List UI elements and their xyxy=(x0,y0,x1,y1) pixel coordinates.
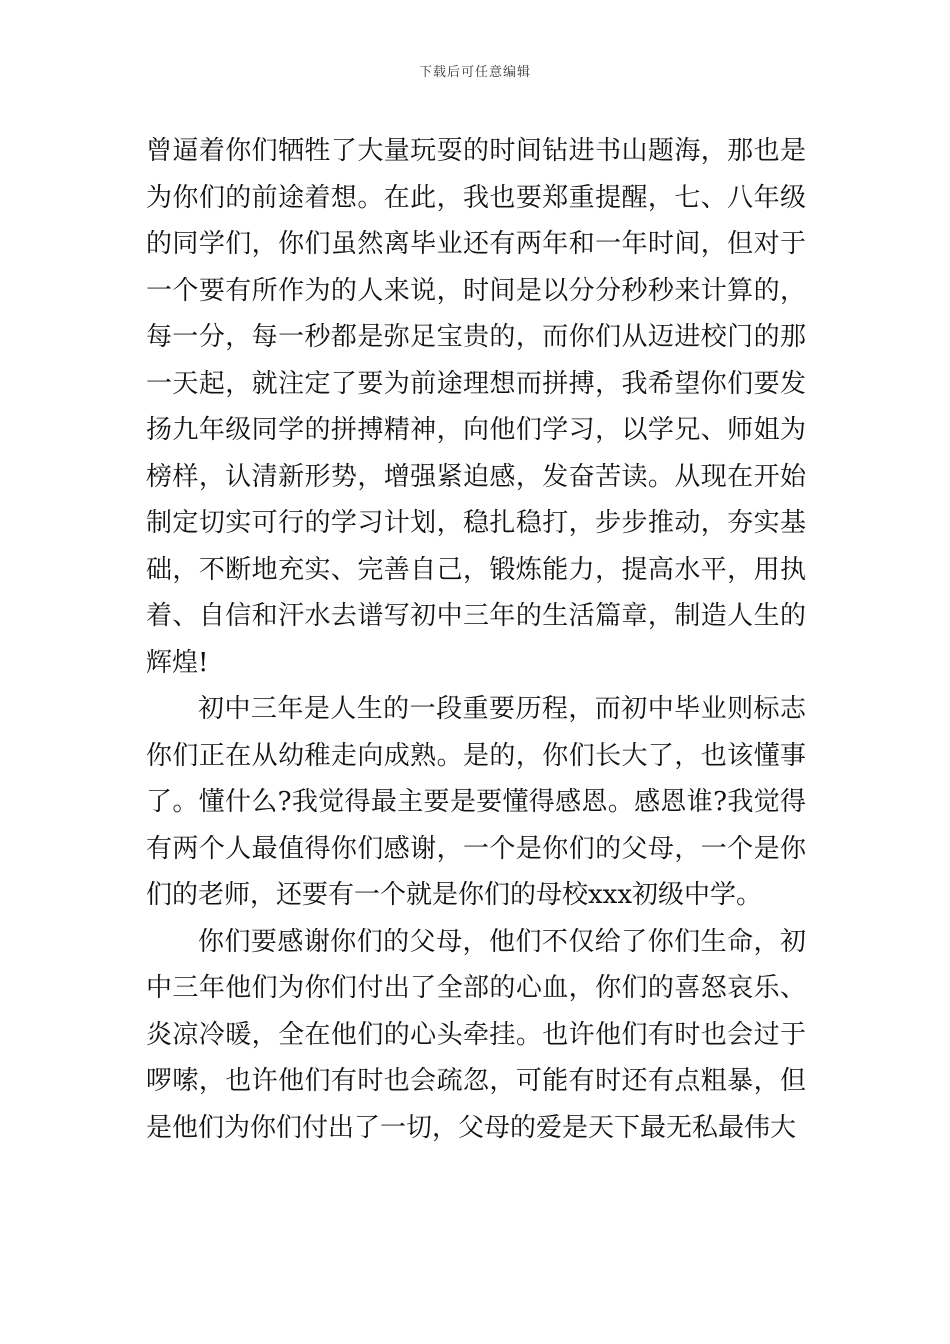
document-body xyxy=(146,128,806,1151)
paragraph-3: 你们要感谢你们的父母，他们不仅给了你们生命，初中三年他们为你们付出了全部的心血，你们的喜怒哀乐、炎凉冷暖，全在他们的心头牵挂。也许他们有时也会过于啰嗦，也许他们有时也会疏忽，可能有时还有点粗暴，但是他们为你们付出了一切，父母的爱是天下最无私最伟大 xyxy=(146,926,806,1143)
page-header: 下载后可任意编辑 xyxy=(418,65,531,80)
paragraph-2: 初中三年是人生的一段重要历程，而初中毕业则标志你们正在从幼稚走向成熟。是的，你们长大了，也该懂事了。懂什么?我觉得最主要是要懂得感恩。感恩谁?我觉得有两个人最值得你们感谢，一个是你们的父母，一个是你们的老师，还要有一个就是你们的母校xxx初级中学。 xyxy=(146,694,806,910)
paragraph-1: 曾逼着你们牺牲了大量玩耍的时间钻进书山题海，那也是为你们的前途着想。在此，我也要郑重提醒，七、八年级的同学们，你们虽然离毕业还有两年和一年时间，但对于一个要有所作为的人来说，时间是以分分秒秒来计算的，每一分，每一秒都是弥足宝贵的，而你们从迈进校门的那一天起，就注定了要为前途理想而拼搏，我希望你们要发扬九年级同学的拼搏精神，向他们学习，以学兄、师姐为榜样，认清新形势，增强紧迫感，发奋苦读。从现在开始制定切实可行的学习计划，稳扎稳打，步步推动，夯实基础，不断地充实、完善自己，锻炼能力，提高水平，用执着、自信和汗水去谱写初中三年的生活篇章，制造人生的辉煌! xyxy=(146,136,806,678)
